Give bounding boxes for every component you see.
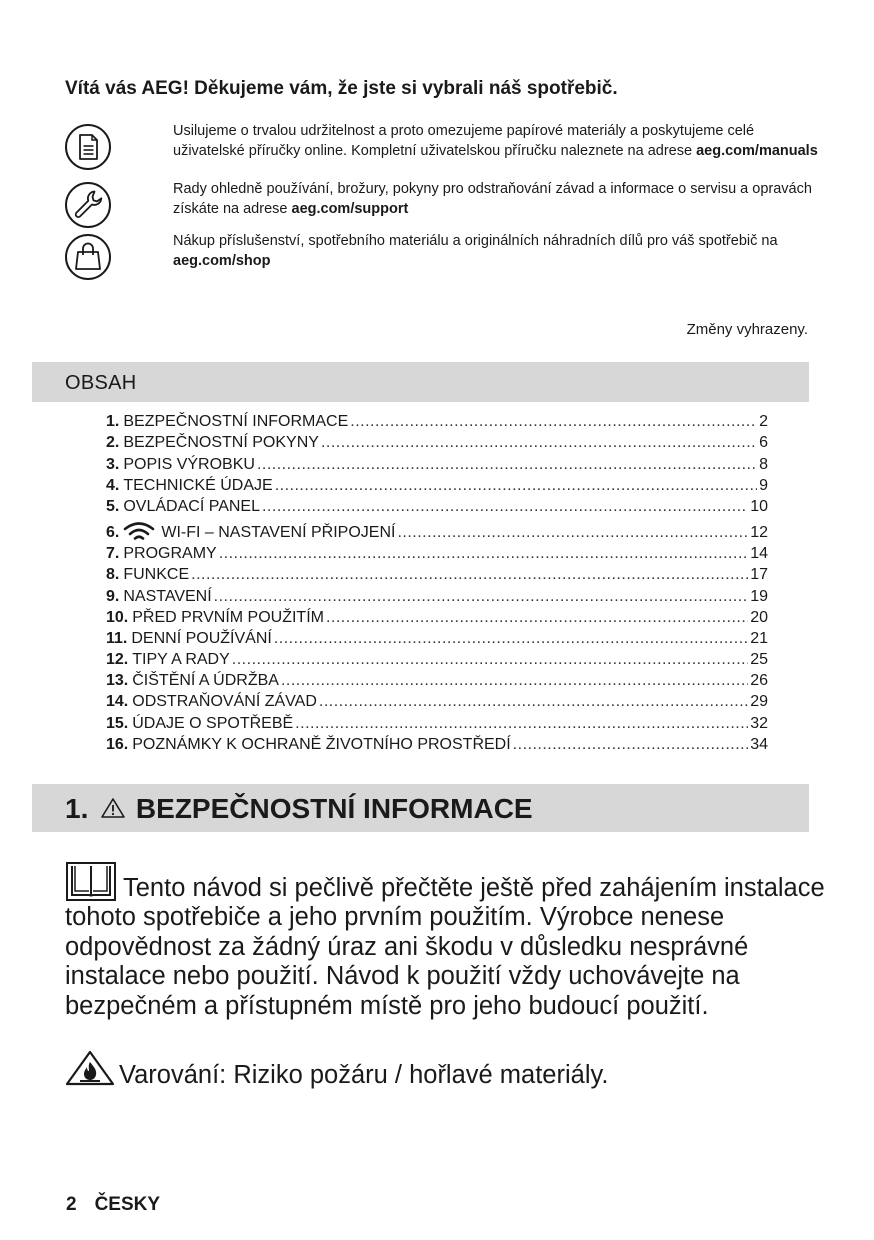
- wrench-icon: [64, 181, 112, 229]
- toc-item-page: 17: [750, 566, 768, 584]
- toc-leader-dots: [257, 456, 757, 474]
- toc-item-title: NASTAVENÍ: [123, 587, 212, 605]
- toc-leader-dots: [397, 524, 748, 542]
- toc-item-page: 20: [750, 608, 768, 626]
- toc-item-page: 34: [750, 735, 768, 753]
- toc-item-number: 11.: [106, 629, 128, 647]
- toc-header-bar: [32, 362, 809, 402]
- toc-item-number: 1.: [106, 413, 120, 431]
- toc-item-number: 7.: [106, 545, 120, 563]
- section-title: [65, 793, 533, 825]
- open-book-icon: [65, 860, 117, 902]
- toc-item[interactable]: [106, 542, 768, 563]
- toc-item-number: 2.: [106, 434, 120, 452]
- toc-item-title: POZNÁMKY K OCHRANĚ ŽIVOTNÍHO PROSTŘEDÍ: [132, 735, 511, 753]
- toc-item-number: 12.: [106, 651, 129, 669]
- toc-leader-dots: [191, 566, 748, 584]
- section-header-bar: [32, 784, 809, 832]
- toc-item-number: 9.: [106, 587, 120, 605]
- shop-link[interactable]: aeg.com/shop: [173, 252, 271, 269]
- toc-item[interactable]: [106, 452, 768, 473]
- manuals-link[interactable]: aeg.com/manuals: [696, 142, 818, 159]
- toc-item[interactable]: [106, 584, 768, 605]
- toc-item-title: POPIS VÝROBKU: [123, 455, 255, 473]
- toc-leader-dots: [214, 588, 749, 606]
- safety-intro: Tento návod si pečlivě přečtěte ještě před zahájením instalace tohoto spotřebiče a jeho prvním použitím. Výrobce nenese odpovědnost za žádný úraz ani škodu v důsledku nesprávné instalace nebo použití. Návod k použití vždy uchovávejte na bezpečném a přístupném místě pro jeho budoucí použití.: [65, 860, 825, 1021]
- page-footer: [66, 1194, 160, 1216]
- toc-item-page: 2: [759, 413, 768, 431]
- toc-leader-dots: [232, 651, 748, 669]
- toc-item-page: 8: [759, 455, 768, 473]
- toc-item-title: TIPY A RADY: [132, 651, 230, 669]
- toc-item-title: DENNÍ POUŽÍVÁNÍ: [131, 629, 272, 647]
- toc-item-number: 15.: [106, 714, 129, 732]
- support-link[interactable]: aeg.com/support: [291, 200, 409, 217]
- toc-item[interactable]: [106, 495, 768, 516]
- toc-item-page: 25: [750, 651, 768, 669]
- toc-item[interactable]: [106, 669, 768, 690]
- toc-item[interactable]: [106, 606, 768, 627]
- toc-leader-dots: [513, 736, 749, 754]
- toc-leader-dots: [262, 498, 748, 516]
- toc-item-number: 13.: [106, 672, 129, 690]
- toc-item[interactable]: [106, 410, 768, 431]
- toc-item-title: FUNKCE: [123, 566, 190, 584]
- toc-item-title: ÚDAJE O SPOTŘEBĚ: [132, 714, 294, 732]
- toc-item-number: 4.: [106, 476, 120, 494]
- toc-item-number: 10.: [106, 608, 129, 626]
- toc-item-page: 12: [750, 523, 768, 541]
- toc-leader-dots: [219, 545, 749, 563]
- toc-item[interactable]: [106, 733, 768, 754]
- toc-item-title: ČIŠTĚNÍ A ÚDRŽBA: [132, 672, 279, 690]
- toc-leader-dots: [281, 672, 748, 690]
- support-info: Rady ohledně používání, brožury, pokyny pro odstraňování závad a informace o servisu a opravách získáte na adrese aeg.com/support: [173, 181, 812, 217]
- toc-leader-dots: [321, 434, 757, 452]
- toc-item-number: 6.: [106, 523, 120, 541]
- toc-item-page: 19: [750, 587, 768, 605]
- toc-item[interactable]: [106, 627, 768, 648]
- fire-warning-icon: [65, 1050, 115, 1086]
- toc-title: OBSAH: [65, 372, 137, 394]
- toc-item-title: PŘED PRVNÍM POUŽITÍM: [132, 608, 324, 626]
- toc-item[interactable]: [106, 648, 768, 669]
- toc-item-page: 32: [750, 714, 768, 732]
- welcome-heading: Vítá vás AEG! Děkujeme vám, že jste si vybrali náš spotřebič.: [65, 78, 618, 99]
- document-icon: [64, 123, 112, 171]
- toc-item[interactable]: [106, 516, 768, 542]
- changes-note: Změny vyhrazeny.: [686, 321, 808, 338]
- manuals-info: Usilujeme o trvalou udržitelnost a proto omezujeme papírové materiály a poskytujeme celé uživatelské příručky online. Kompletní uživatelskou příručku naleznete na adrese aeg.com/manuals: [173, 123, 818, 159]
- toc-item-page: 29: [750, 693, 768, 711]
- toc-item[interactable]: [106, 690, 768, 711]
- toc-item-title: BEZPEČNOSTNÍ POKYNY: [123, 434, 319, 452]
- toc-item-title: WI-FI – NASTAVENÍ PŘIPOJENÍ: [161, 523, 396, 541]
- toc-item-title: TECHNICKÉ ÚDAJE: [123, 476, 273, 494]
- page-number: 2: [66, 1194, 77, 1215]
- toc-leader-dots: [274, 630, 748, 648]
- toc-item-number: 14.: [106, 693, 129, 711]
- shop-info: Nákup příslušenství, spotřebního materiálu a originálních náhradních dílů pro váš spotřebič na aeg.com/shop: [173, 233, 778, 269]
- toc-item-title: OVLÁDACÍ PANEL: [123, 497, 260, 515]
- toc-item-title: ODSTRAŇOVÁNÍ ZÁVAD: [132, 693, 317, 711]
- toc-item-number: 16.: [106, 735, 129, 753]
- toc-leader-dots: [275, 477, 757, 495]
- toc-item-title: PROGRAMY: [123, 545, 217, 563]
- toc-item[interactable]: [106, 563, 768, 584]
- warning-triangle-icon: [100, 797, 126, 819]
- toc-item-number: 3.: [106, 455, 120, 473]
- shopping-bag-icon: [64, 233, 112, 281]
- toc-leader-dots: [326, 609, 748, 627]
- section-number: 1.: [65, 793, 89, 824]
- toc-item-page: 9: [759, 476, 768, 494]
- toc-item-page: 21: [750, 629, 768, 647]
- fire-warning: Varování: Riziko požáru / hořlavé materiály.: [65, 1050, 608, 1090]
- toc-item-page: 6: [759, 434, 768, 452]
- section-title-text: BEZPEČNOSTNÍ INFORMACE: [135, 793, 533, 824]
- toc-item-page: 26: [750, 672, 768, 690]
- table-of-contents: [106, 410, 768, 754]
- toc-item[interactable]: [106, 431, 768, 452]
- toc-item-title: BEZPEČNOSTNÍ INFORMACE: [123, 413, 349, 431]
- toc-item[interactable]: [106, 474, 768, 495]
- toc-leader-dots: [319, 693, 748, 711]
- toc-item[interactable]: [106, 711, 768, 732]
- language-label: ČESKY: [94, 1194, 161, 1215]
- toc-item-page: 10: [750, 497, 768, 515]
- toc-leader-dots: [295, 715, 748, 733]
- toc-item-number: 8.: [106, 566, 120, 584]
- toc-item-number: 5.: [106, 497, 120, 515]
- toc-leader-dots: [350, 413, 757, 431]
- wifi-icon: [123, 522, 155, 542]
- toc-item-page: 14: [750, 545, 768, 563]
